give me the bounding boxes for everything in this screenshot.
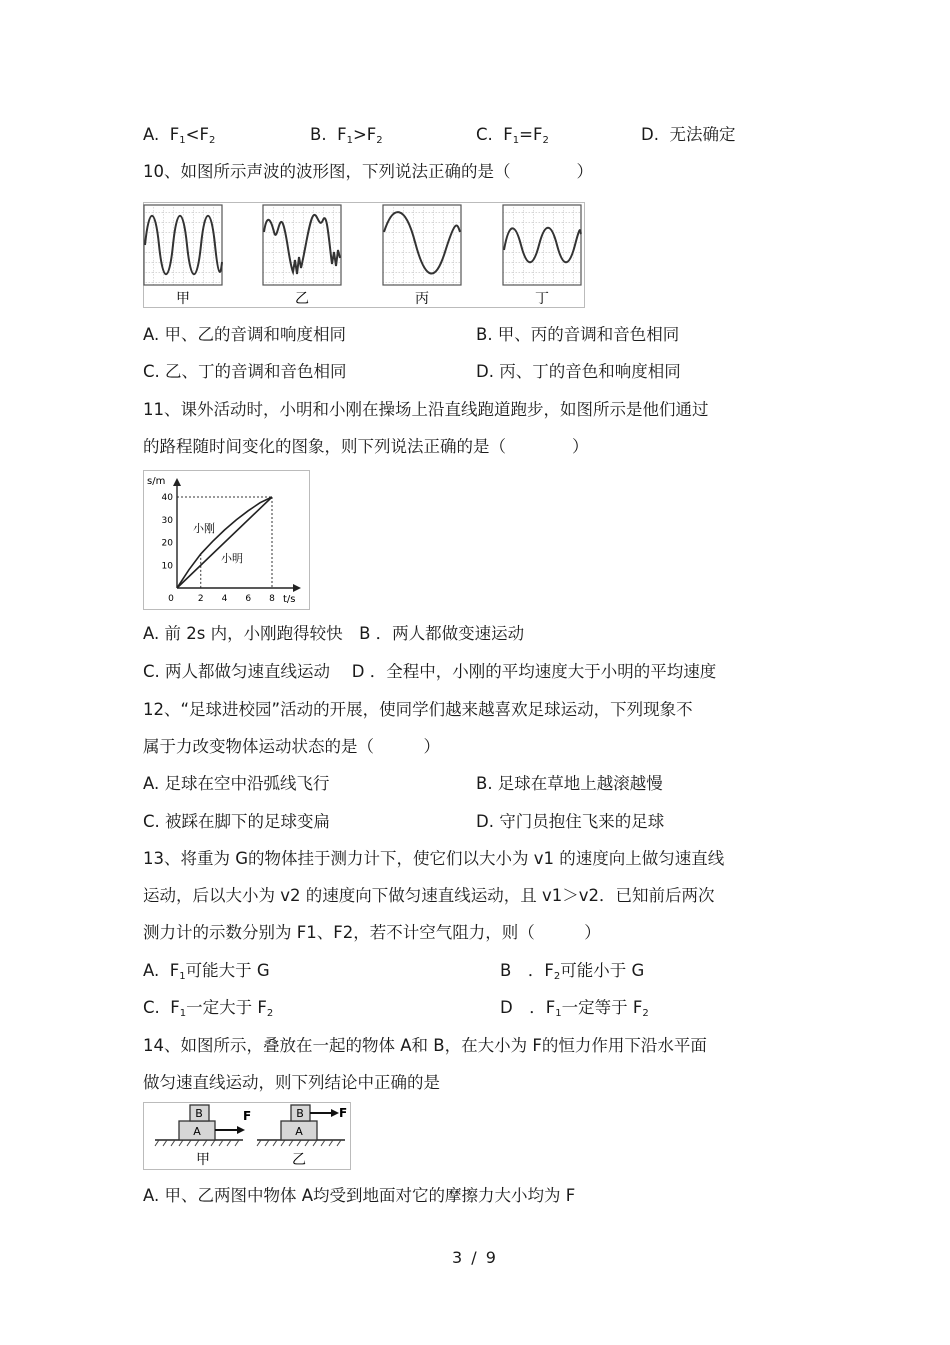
figure-yi <box>257 1105 347 1168</box>
y-axis-arrow <box>173 478 181 486</box>
series-line-xiaoming <box>177 497 272 588</box>
waveform-ding <box>503 205 581 285</box>
q10-option-c: C. 乙、丁的音调和音色相同 <box>143 362 347 381</box>
block-a-label-yi: A <box>295 1125 303 1138</box>
force-arrowhead-jia <box>237 1126 245 1134</box>
q13-stem-line2: 运动，后以大小为 v2 的速度向下做匀速直线运动，且 v1＞v2．已知前后两次 <box>143 886 715 905</box>
q14-stem-line2: 做匀速直线运动，则下列结论中正确的是 <box>143 1073 440 1092</box>
q10-stem: 10、如图所示声波的波形图，下列说法正确的是（ ） <box>143 162 593 181</box>
q12-option-a: A. 足球在空中沿弧线飞行 <box>143 774 330 793</box>
x-tick-label: 8 <box>269 594 275 604</box>
y-tick-label: 40 <box>161 493 173 503</box>
label-jia: 甲 <box>176 291 190 307</box>
series-label-xiaoming: 小明 <box>221 552 243 565</box>
label-bing: 丙 <box>415 291 429 307</box>
y-tick-label: 10 <box>161 561 173 572</box>
y-tick-label: 30 <box>161 515 173 526</box>
q9-option-c: C. $F_1=F_2$ <box>476 125 549 146</box>
q13-option-a: A. $F_1$可能大于 G <box>143 961 270 982</box>
waveform-jia <box>144 205 222 285</box>
q12-stem-line2: 属于力改变物体运动状态的是（ ） <box>143 737 440 756</box>
x-tick-label: 4 <box>221 594 228 604</box>
x-axis-arrow <box>293 584 301 592</box>
block-a-label-jia: A <box>193 1125 201 1138</box>
x-axis-label: t/s <box>283 594 296 605</box>
q10-option-b: B. 甲、丙的音调和音色相同 <box>476 325 680 344</box>
q14-option-a: A. 甲、乙两图中物体 A均受到地面对它的摩擦力大小均为 F <box>143 1186 576 1205</box>
q12-stem-line1: 12、“足球进校园”活动的开展，使同学们越来越喜欢足球运动，下列现象不 <box>143 700 693 719</box>
series-label-xiaogang: 小刚 <box>193 522 215 535</box>
block-b-label-jia: B <box>195 1107 203 1120</box>
force-arrowhead-yi <box>331 1109 339 1117</box>
q10-waveform-figure <box>143 202 585 308</box>
label-ding: 丁 <box>535 291 549 307</box>
q12-option-b: B. 足球在草地上越滚越慢 <box>476 774 663 793</box>
block-b-label-yi: B <box>296 1107 304 1120</box>
caption-yi: 乙 <box>292 1152 306 1168</box>
y-tick-label: 20 <box>161 538 173 549</box>
q11-option-ab: A. 前 2s 内，小刚跑得较快 B ．两人都做变速运动 <box>143 624 525 643</box>
q12-option-d: D. 守门员抱住飞来的足球 <box>476 812 665 831</box>
q11-option-cd: C. 两人都做匀速直线运动 D ．全程中，小刚的平均速度大于小明的平均速度 <box>143 662 717 681</box>
q10-option-a: A. 甲、乙的音调和响度相同 <box>143 325 346 344</box>
q11-stem-line1: 11、课外活动时，小明和小刚在操场上沿直线跑道跑步，如图所示是他们通过 <box>143 400 709 419</box>
force-label-yi: F <box>339 1106 348 1120</box>
waveform-bing <box>383 205 461 285</box>
q12-option-c: C. 被踩在脚下的足球变扁 <box>143 812 331 831</box>
q10-option-d: D. 丙、丁的音色和响度相同 <box>476 362 681 381</box>
force-label-jia: F <box>243 1109 252 1123</box>
x-tick-label: 6 <box>245 594 252 604</box>
page-number: 3 / 9 <box>452 1248 498 1267</box>
label-yi: 乙 <box>295 291 309 307</box>
q13-option-c: C. $F_1$一定大于 $F_2$ <box>143 998 274 1019</box>
q13-stem-line1: 13、将重为 G的物体挂于测力计下，使它们以大小为 v1 的速度向上做匀速直线 <box>143 849 725 868</box>
q13-option-d: D ．$F_1$一定等于 $F_2$ <box>500 998 649 1019</box>
q14-stem-line1: 14、如图所示，叠放在一起的物体 A和 B，在大小为 F的恒力作用下沿水平面 <box>143 1036 707 1055</box>
q13-stem-line3: 测力计的示数分别为 F1、F2，若不计空气阻力，则（ ） <box>143 923 601 942</box>
x-tick-label: 0 <box>168 594 174 604</box>
caption-jia: 甲 <box>196 1152 210 1168</box>
q9-option-b: B. $F_1>F_2$ <box>310 125 383 146</box>
waveform-yi <box>263 205 341 285</box>
x-tick-label: 2 <box>197 594 204 604</box>
q11-stem-line2: 的路程随时间变化的图象，则下列说法正确的是（ ） <box>143 437 589 456</box>
y-axis-label: s/m <box>147 476 166 487</box>
q13-option-b: B ．$F_2$可能小于 G <box>500 961 645 982</box>
q9-option-d: D. 无法确定 <box>641 125 736 144</box>
figure-jia <box>155 1105 251 1168</box>
q11-distance-time-chart <box>143 470 310 610</box>
q14-stacked-blocks-figure <box>143 1102 351 1170</box>
q9-option-a: A. $F_1<F_2$ <box>143 125 216 146</box>
